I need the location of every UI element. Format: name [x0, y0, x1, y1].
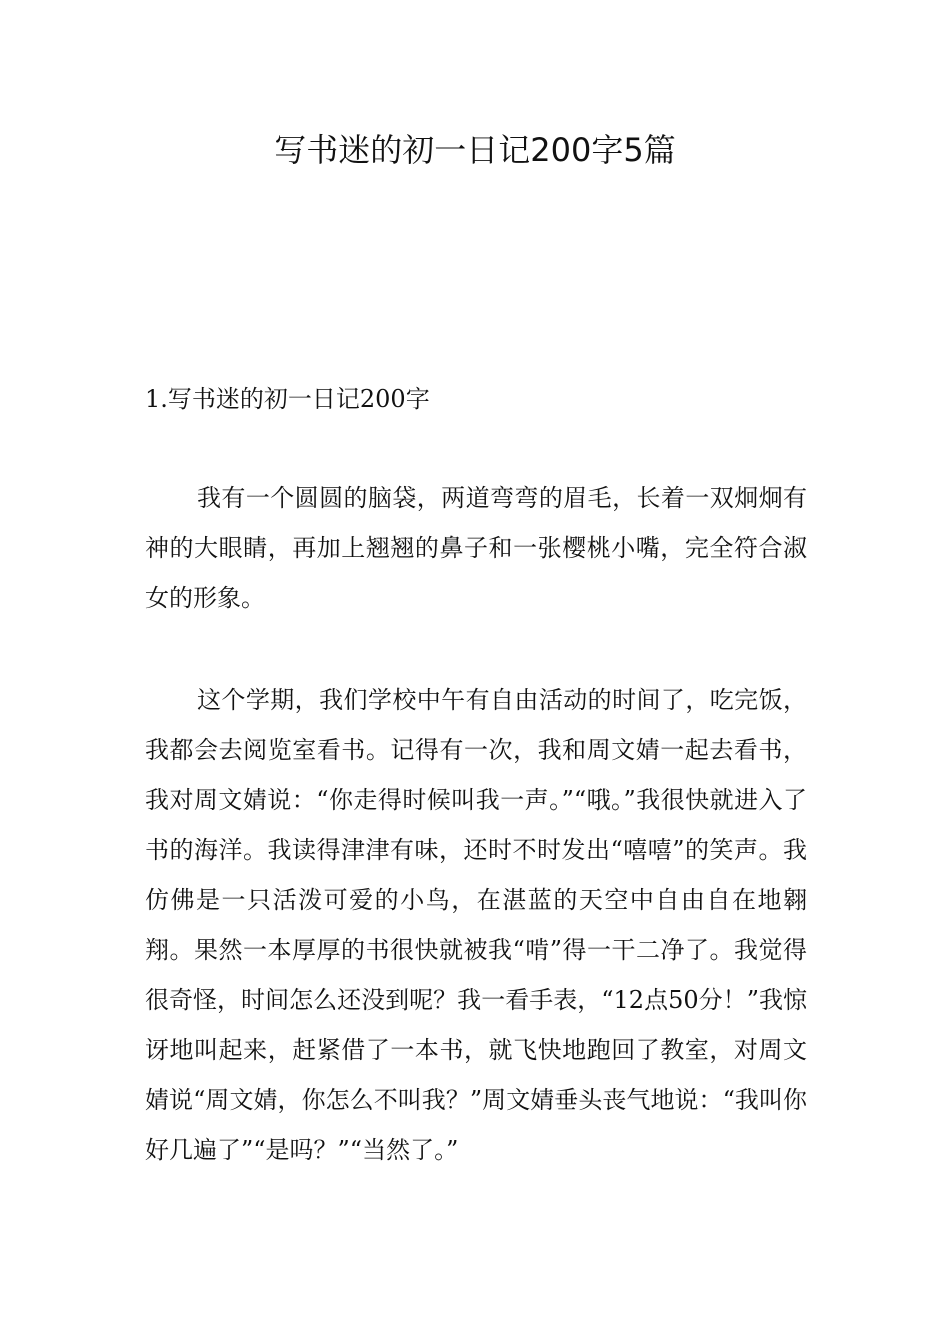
document-title: 写书迷的初一日记200字5篇: [274, 131, 676, 169]
paragraph-1: 我有一个圆圆的脑袋，两道弯弯的眉毛，长着一双炯炯有神的大眼睛，再加上翘翘的鼻子和一张樱桃小嘴，完全符合淑女的形象。: [145, 484, 807, 612]
paragraph-2: 这个学期，我们学校中午有自由活动的时间了，吃完饭，我都会去阅览室看书。记得有一次，我和周文婧一起去看书，我对周文婧说：“你走得时候叫我一声。”“哦。”我很快就进入了书的海洋。我读得津津有味，还时不时发出“嘻嘻”的笑声。我仿佛是一只活泼可爱的小鸟，在湛蓝的天空中自由自在地翱翔。果然一本厚厚的书很快就被我“啃”得一干二净了。我觉得很奇怪，时间怎么还没到呢？我一看手表，“12点50分！”我惊讶地叫起来，赶紧借了一本书，就飞快地跑回了教室，对周文婧说“周文婧，你怎么不叫我？”周文婧垂头丧气地说：“我叫你好几遍了”“是吗？”“当然了。”: [145, 686, 807, 1164]
document-body: [145, 377, 807, 1175]
section-heading: 1.写书迷的初一日记200字: [145, 385, 430, 413]
